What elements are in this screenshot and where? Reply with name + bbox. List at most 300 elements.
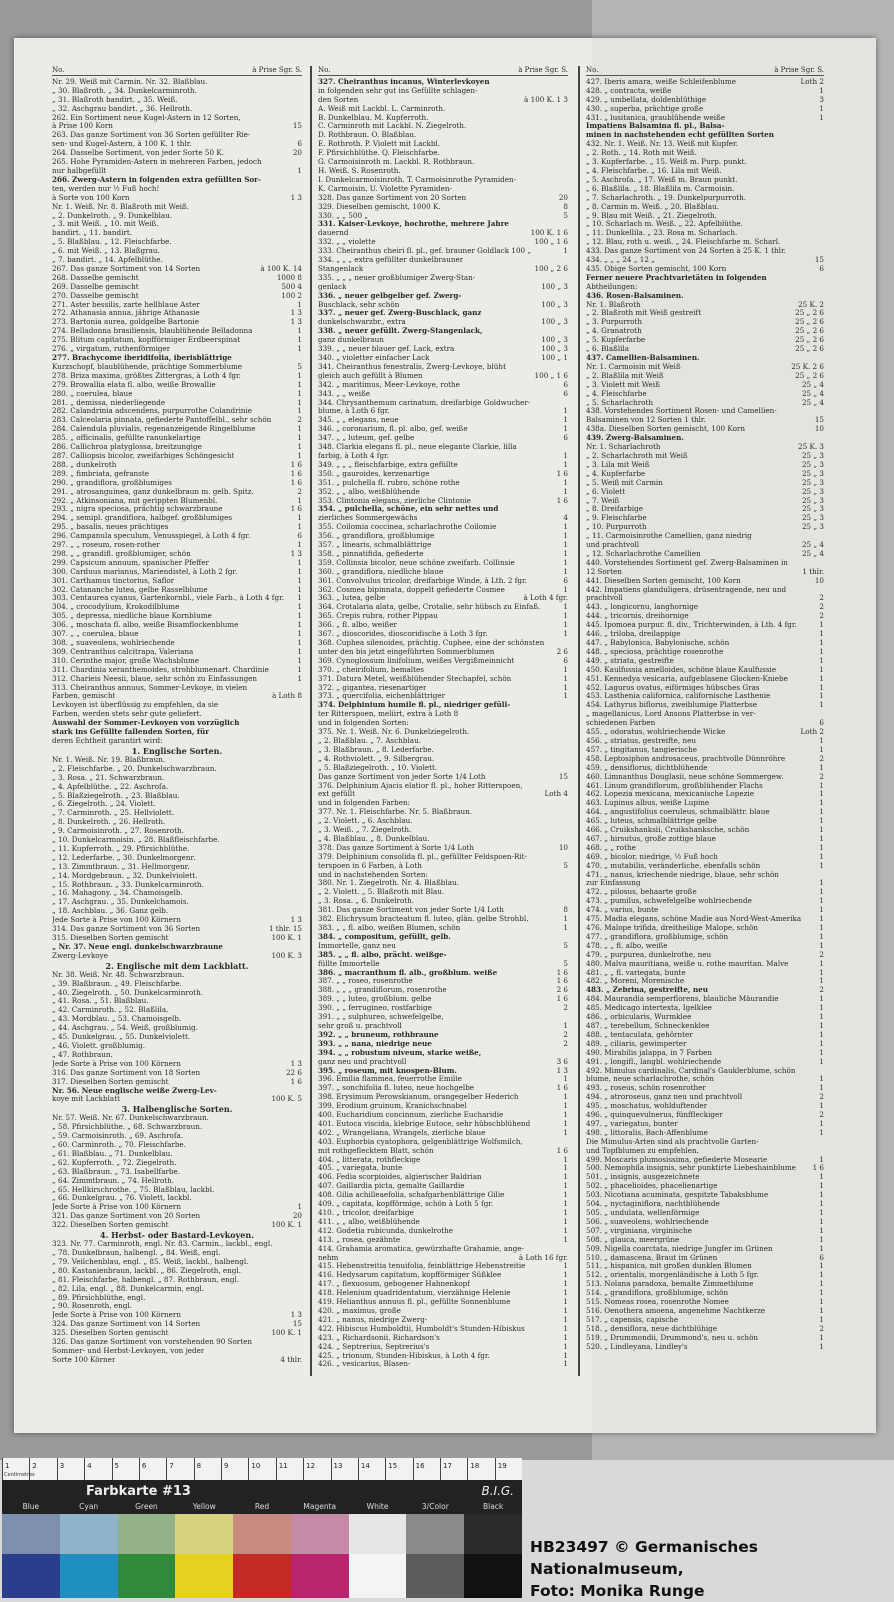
catalog-column-3 xyxy=(586,66,824,1376)
entry-text: 267. Das ganze Sortiment von 14 Sorten xyxy=(52,264,201,273)
entry-text: Kurzschopf, blaublühende, prächtige Sommerblume xyxy=(52,362,243,371)
entry-text: 298. „ „ grandifl. großblumiger, schön xyxy=(52,549,191,558)
entry-text: 325. Dieselben Sorten gemischt xyxy=(52,1329,169,1338)
entry-text: „ 9. Carmoisinroth. „ 27. Rosenroth. xyxy=(52,827,184,836)
entry-price: 25 „ 2 6 xyxy=(795,318,824,327)
ruler-tick: 10 xyxy=(248,1458,275,1480)
entry-text: 469. „ bicolor, niedrige, ½ Fuß hoch xyxy=(586,852,718,861)
catalog-entry xyxy=(586,425,824,434)
entry-price: 1 xyxy=(563,1360,568,1369)
catalog-entry xyxy=(52,666,302,675)
entry-text: „ 5. Blaßziegelroth. „ 10. Violett. xyxy=(318,763,438,772)
entry-text: ten, werden nur ½ Fuß hoch! xyxy=(52,184,160,193)
entry-text: 332. „ „ violette xyxy=(318,238,376,247)
catalog-entry xyxy=(52,934,302,943)
entry-price: 1 xyxy=(297,434,302,443)
entry-price: 2 xyxy=(819,603,824,612)
entry-price xyxy=(820,532,824,541)
ruler-tick: 8 xyxy=(194,1458,221,1480)
catalog-entry xyxy=(318,746,568,755)
entry-price xyxy=(564,1013,568,1022)
entry-price xyxy=(564,951,568,960)
catalog-entry xyxy=(52,1347,302,1356)
catalog-entry xyxy=(52,1150,302,1159)
entry-price: 1000 8 xyxy=(276,273,302,282)
entry-text: „ 2. Fleischfarbe. „ 20. Dunkelschwarzbraun. xyxy=(52,764,217,773)
catalog-entry xyxy=(586,158,824,167)
swatch-label: Magenta xyxy=(303,1502,337,1511)
catalog-entry xyxy=(318,1075,568,1084)
entry-text: nur halbgefüllt xyxy=(52,166,107,175)
catalog-entry xyxy=(318,550,568,559)
entry-text: 449. „ striata, gestreifte xyxy=(586,656,674,665)
entry-price: 100 „ 3 xyxy=(541,345,568,354)
catalog-entry xyxy=(52,1194,302,1203)
entry-price: 1 3 xyxy=(290,309,302,318)
entry-price xyxy=(564,105,568,114)
entry-price: 6 xyxy=(297,532,302,541)
entry-price: 1 xyxy=(563,460,568,469)
entry-text: 286. Callichroa platyglossa, breitzungige xyxy=(52,443,202,452)
entry-text: „ 59. Carmoisinroth. „ 69. Aschroſa. xyxy=(52,1132,184,1141)
catalog-entry xyxy=(52,416,302,425)
entry-price xyxy=(298,719,302,728)
entry-text: 474. „ varius, bunte xyxy=(586,906,659,915)
catalog-entry xyxy=(586,354,824,363)
entry-price: 1 xyxy=(297,389,302,398)
ruler-tick: 15 xyxy=(385,1458,412,1480)
entry-text: 304. „ crocodylium, Krokodilblume xyxy=(52,603,180,612)
catalog-entry xyxy=(52,399,302,408)
catalog-entry xyxy=(52,774,302,783)
catalog-entry xyxy=(586,327,824,336)
entry-price: 1 xyxy=(563,523,568,532)
catalog-entry xyxy=(318,719,568,728)
entry-price xyxy=(820,1138,824,1147)
entry-text: 335. „ „ „ neuer großblumiger Zwerg-Stan- xyxy=(318,273,476,282)
entry-price: 5 xyxy=(297,362,302,371)
catalog-entry xyxy=(318,621,568,630)
entry-price xyxy=(820,131,824,140)
catalog-entry xyxy=(586,1040,824,1049)
entry-text: 465. „ luteus, schmalblättrige gelbe xyxy=(586,817,717,826)
swatches-dark-row xyxy=(2,1554,522,1598)
catalog-entry xyxy=(318,1334,568,1343)
catalog-entry xyxy=(52,390,302,399)
catalog-entry xyxy=(52,407,302,416)
entry-price: 1 xyxy=(819,1342,824,1351)
entry-price xyxy=(298,989,302,998)
entry-price: 3 xyxy=(819,95,824,104)
catalog-entry xyxy=(586,1200,824,1209)
entry-price xyxy=(564,764,568,773)
entry-price xyxy=(564,728,568,737)
entry-price xyxy=(820,283,824,292)
catalog-entry xyxy=(52,1024,302,1033)
entry-text: 406. Fedia scorpioides, algierischer Baldrian xyxy=(318,1173,482,1182)
catalog-entry xyxy=(52,1186,302,1195)
entry-text: 374. Delphinium humile fl. pl., niedriger gefüll- xyxy=(318,701,511,710)
catalog-entry xyxy=(586,1307,824,1316)
entry-price: 6 xyxy=(819,719,824,728)
catalog-entry xyxy=(318,1049,568,1058)
catalog-entry xyxy=(52,692,302,701)
entry-text: 515. Nomeas rosea, rosenrothe Nomee xyxy=(586,1298,729,1307)
catalog-entry xyxy=(318,461,568,470)
entry-text: 429. „ umbellata, doldenblüthige xyxy=(586,95,707,104)
catalog-entry xyxy=(586,844,824,853)
entry-price: 1 xyxy=(819,924,824,932)
catalog-entry xyxy=(318,1236,568,1245)
entry-price: 2 xyxy=(819,1093,824,1102)
entry-text: 482. „ Moreni, Morenische xyxy=(586,977,685,986)
entry-text: 513. Nolana paradoxa, bemalte Zimmetblume xyxy=(586,1280,754,1289)
entry-text: 331. Kaiser-Levkoye, hochrothe, mehrere Jahre xyxy=(318,220,509,229)
entry-text: 372. „ gigantea, riesenartiger xyxy=(318,683,427,692)
catalog-entry xyxy=(52,345,302,354)
entry-price: 1 xyxy=(819,817,824,826)
entry-text: „ 13. Zimmtbraun. „ 31. Hellmorgenr. xyxy=(52,862,190,871)
entry-text: „ 6. Violett xyxy=(586,487,626,496)
catalog-entry xyxy=(586,220,824,229)
catalog-entry xyxy=(52,701,302,710)
entry-price xyxy=(298,96,302,105)
entry-price xyxy=(820,220,824,229)
entry-text: 509. Nigella coarctata, niedrige Jungfer im Grünen xyxy=(586,1244,773,1253)
entry-text: 426. „ vesicarius, Blasen- xyxy=(318,1360,411,1369)
entry-text: 322. Dieselben Sorten gemischt xyxy=(52,1221,169,1230)
catalog-entry xyxy=(586,675,824,684)
entry-price: 1 xyxy=(563,621,568,630)
catalog-entry xyxy=(52,728,302,737)
catalog-entry xyxy=(586,826,824,835)
entry-price: 25 „ 3 xyxy=(801,460,824,469)
catalog-entry xyxy=(318,853,568,862)
entry-price: 1 xyxy=(563,1209,568,1217)
entry-price: 25 „ 2 6 xyxy=(795,327,824,336)
entry-price: 1 xyxy=(563,1217,568,1226)
entry-text: 383. „ „ fl. albo, weißen Blumen, schön xyxy=(318,924,461,932)
catalog-entry xyxy=(52,1276,302,1285)
entry-price: 1 xyxy=(819,1021,824,1030)
entry-text: 448. „ speciosa, prächtige rosenrothe xyxy=(586,647,724,656)
catalog-entry xyxy=(586,122,824,131)
entry-text: 409. „ capitata, kopfförmige, schön à Loth 5 fgr. xyxy=(318,1200,494,1209)
entry-price xyxy=(564,701,568,710)
entry-text: 507. „ virginiana, virginische xyxy=(586,1226,692,1235)
catalog-entry xyxy=(586,888,824,897)
entry-price: 1 xyxy=(819,1306,824,1315)
catalog-entry xyxy=(52,980,302,989)
catalog-entry xyxy=(318,131,568,140)
entry-price xyxy=(298,176,302,185)
catalog-entry xyxy=(318,372,568,381)
entry-text: terspoen in 6 Farben, à Loth xyxy=(318,861,422,870)
entry-price xyxy=(298,247,302,256)
entry-text: 401. Eutoca viscida, klebrige Eutoce, sehr hübschblühend xyxy=(318,1119,531,1128)
entry-price: 1 xyxy=(819,1173,824,1182)
entry-price: 25 „ 3 xyxy=(801,514,824,523)
entry-text: 433. Das ganze Sortiment von 24 Sorten à 25 K. 1 thlr. xyxy=(586,247,786,256)
entry-price xyxy=(298,889,302,898)
entry-price: 15 xyxy=(814,256,824,265)
catalog-entry xyxy=(52,354,302,363)
entry-text: 291. „ atrosanguinea, ganz dunkelbraun m. gelb. Spitz. xyxy=(52,487,254,496)
entry-text: 373. „ quercifolia, eichenblättriger xyxy=(318,692,446,701)
section-heading xyxy=(52,961,302,971)
catalog-entry xyxy=(586,933,824,942)
entry-price: 1 xyxy=(819,1280,824,1289)
entry-text: 348. Clarkia elegans fl. pl., neue elegante Clarkie, lilla xyxy=(318,443,517,452)
entry-price: 1 xyxy=(563,612,568,621)
entry-price xyxy=(820,1147,824,1156)
catalog-entry xyxy=(586,1120,824,1129)
catalog-entry xyxy=(52,194,302,203)
entry-text: 499. Moscaris plumosissima, gefiederte Mosearie xyxy=(586,1155,768,1164)
entry-text: 435. Obige Sorten gemischt, 100 Korn xyxy=(586,264,727,273)
entry-text: „ 39. Blaßbraun. „ 49. Fleischfarbe. xyxy=(52,979,182,988)
catalog-entry xyxy=(586,185,824,194)
catalog-entry xyxy=(586,479,824,488)
entry-text: 417. „ flexuosum, gebogener Hahnenkopf xyxy=(318,1280,470,1289)
entry-text: 382. Elichrysum bracteatum fl. luteo, glän. gelbe Strohbl. xyxy=(318,915,529,924)
entry-text: „ 12. Scharlachrothe Camellien xyxy=(586,549,701,558)
entry-price xyxy=(564,176,568,185)
entry-text: 294. „ semipl. grandiflora, halbgef. großblumiges xyxy=(52,514,233,523)
entry-price: 1 xyxy=(819,736,824,745)
catalog-entry xyxy=(52,452,302,461)
entry-text: 391. „ „ sulphureo, schwefelgelbe, xyxy=(318,1013,444,1022)
entry-text: 288. „ dunkelroth xyxy=(52,460,117,469)
catalog-entry xyxy=(52,1168,302,1177)
entry-price: Loth 4 xyxy=(544,790,568,799)
catalog-entry xyxy=(586,1067,824,1076)
entry-price: 1 xyxy=(819,888,824,897)
catalog-entry xyxy=(586,1156,824,1165)
entry-price: 1 xyxy=(563,915,568,924)
entry-text: 471. „ nanus, kriechende niedrige, blaue, sehr schön xyxy=(586,870,779,879)
catalog-entry xyxy=(52,1159,302,1168)
entry-price: 5 xyxy=(563,211,568,220)
column-divider xyxy=(578,66,580,1376)
catalog-entry xyxy=(318,1058,568,1067)
entry-text: 306. „ moschata fl. albo, weiße Bisamflockenblume xyxy=(52,621,239,630)
catalog-entry xyxy=(52,719,302,728)
entry-text: Sorte 100 Körner xyxy=(52,1355,116,1364)
entry-text: 494. „ atroroseus, ganz neu und prachtvoll xyxy=(586,1093,743,1102)
entry-text: 470. „ mutabilis, veränderliche, ebenfalls schön xyxy=(586,861,761,870)
entry-text: „ 6. mit Weiß. „ 13. Blaßgrau. xyxy=(52,247,160,256)
catalog-entry xyxy=(318,345,568,354)
catalog-entry xyxy=(52,863,302,872)
column-header xyxy=(318,66,568,76)
catalog-entry xyxy=(52,470,302,479)
entry-price: 1 xyxy=(297,612,302,621)
ruler-tick: 11 xyxy=(276,1458,303,1480)
entry-price xyxy=(298,774,302,783)
entry-price xyxy=(298,1267,302,1276)
entry-text: 492. Mimulus cardinalis, Cardinal's Gauklerblume, schön xyxy=(586,1066,796,1075)
catalog-entry xyxy=(318,737,568,746)
entry-text: „ 11. Kupferroth. „ 29. Pfirsichblüthe. xyxy=(52,844,190,853)
entry-text: ganz dunkelbraun xyxy=(318,336,384,345)
entry-price xyxy=(298,1123,302,1132)
catalog-entry xyxy=(318,648,568,657)
entry-text: 453. Lasthenia californica, californische Lasthenie xyxy=(586,692,771,701)
entry-price: 100 „ 2 6 xyxy=(534,264,568,273)
catalog-entry xyxy=(318,479,568,488)
entry-price: 1 xyxy=(819,1217,824,1226)
color-swatch xyxy=(406,1554,464,1598)
catalog-entry xyxy=(586,764,824,773)
entry-text: Auswahl der Sommer-Levkoyen von vorzüglich xyxy=(52,719,240,728)
entry-price xyxy=(564,220,568,229)
entry-price xyxy=(298,1177,302,1186)
catalog-entry xyxy=(586,639,824,648)
catalog-entry xyxy=(318,782,568,791)
catalog-entry xyxy=(52,1338,302,1347)
catalog-entry xyxy=(52,952,302,961)
entry-text: 361. Convolvulus tricolor, dreifarbige Winde, à Lth. 2 fgr. xyxy=(318,576,527,585)
catalog-entry xyxy=(586,434,824,443)
entry-price xyxy=(298,845,302,854)
catalog-entry xyxy=(318,1084,568,1093)
entry-price: 1 thlr. 15 xyxy=(268,925,302,934)
entry-text: 476. Malope trifida, dreitheilige Malope, schön xyxy=(586,924,758,932)
entry-text: stark ins Gefüllte fallenden Sorten, für xyxy=(52,728,210,737)
entry-text: 342. „ maritimus, Meer-Levkoye, rothe xyxy=(318,380,460,389)
entry-text: D. Rothbraun. O. Blaßblau. xyxy=(318,131,417,140)
entry-price: 1 xyxy=(563,674,568,683)
entry-text: 338. „ neuer gefüllt. Zwerg-Stangenlack, xyxy=(318,327,483,336)
catalog-entry xyxy=(586,960,824,969)
entry-price: 1 xyxy=(563,451,568,460)
entry-text: mit rothgeflecktem Blatt, schön xyxy=(318,1146,434,1155)
entry-price xyxy=(820,1067,824,1076)
catalog-entry xyxy=(318,167,568,176)
catalog-entry xyxy=(586,1289,824,1298)
color-swatch xyxy=(175,1514,233,1554)
catalog-entry xyxy=(318,238,568,247)
catalog-entry xyxy=(586,488,824,497)
catalog-entry xyxy=(52,675,302,684)
entry-text: „ 32. Aschgrau bandirt. „ 36. Hellroth. xyxy=(52,104,193,113)
entry-text: Die Mimulus-Arten sind als prachtvolle Garten- xyxy=(586,1137,759,1146)
entry-text: Sommer- und Herbst-Levkoyen, von jeder xyxy=(52,1346,205,1355)
entry-price xyxy=(298,1168,302,1177)
entry-text: 276. „ virgatum, ruthenförmiger xyxy=(52,345,171,354)
entry-text: 421. „ nanus, niedrige Zwerg- xyxy=(318,1315,428,1324)
entry-text: 289. „ fimbriata, gefranste xyxy=(52,469,149,478)
catalog-entry xyxy=(586,808,824,817)
catalog-entry xyxy=(52,827,302,836)
catalog-entry xyxy=(52,1069,302,1078)
catalog-entry xyxy=(586,212,824,221)
catalog-entry xyxy=(586,1129,824,1138)
entry-price: 1 xyxy=(563,683,568,692)
catalog-entry xyxy=(52,881,302,890)
entry-text: „ 7. Weiß xyxy=(586,496,620,505)
catalog-entry xyxy=(586,452,824,461)
entry-text: 487. „ terebellum, Schneckenklee xyxy=(586,1021,710,1030)
entry-price xyxy=(564,808,568,817)
entry-price: 15 xyxy=(292,122,302,131)
ruler-tick: 2 xyxy=(29,1458,56,1480)
catalog-entry xyxy=(52,1212,302,1221)
entry-text: B. Dunkelblau. M. Kupferroth. xyxy=(318,113,429,122)
entry-price xyxy=(298,1006,302,1015)
entry-price: 1 xyxy=(563,1315,568,1324)
catalog-entry xyxy=(52,765,302,774)
catalog-entry xyxy=(52,256,302,265)
catalog-entry xyxy=(318,488,568,497)
catalog-entry xyxy=(586,399,824,408)
catalog-entry xyxy=(52,96,302,105)
catalog-entry xyxy=(318,960,568,969)
swatch-labels xyxy=(2,1502,522,1511)
entry-price: 1 xyxy=(819,1119,824,1128)
entry-text: schiedenen Farben xyxy=(586,719,656,728)
entry-text: 428. „ contracta, weiße xyxy=(586,86,672,95)
entry-price: 25 „ 3 xyxy=(801,496,824,505)
catalog-entry xyxy=(586,505,824,514)
entry-price: 1 xyxy=(819,1075,824,1084)
entry-text: „ 10. Dunkelcarmoisin. „ 28. Blaßfleischfarbe. xyxy=(52,836,220,845)
entry-text: G. Carmoisinroth m. Lackbl. R. Rothbraun. xyxy=(318,158,475,167)
entry-price: 1 xyxy=(563,558,568,567)
entry-text: zur Einfassung xyxy=(586,879,641,888)
entry-price: 1 xyxy=(819,665,824,674)
catalog-entry xyxy=(318,826,568,835)
entry-price: 100 K. 1 6 xyxy=(530,229,568,238)
catalog-entry xyxy=(586,612,824,621)
catalog-entry xyxy=(318,523,568,532)
entry-text: 282. Calandrinia adscendens, purpurrothe Colandrinie xyxy=(52,407,253,416)
catalog-entry xyxy=(318,1254,568,1263)
catalog-entry xyxy=(52,185,302,194)
entry-price xyxy=(298,1302,302,1311)
entry-text: 447. „ Babylonica, Babylonische, schön xyxy=(586,639,730,647)
entry-text: dunkelschwarzbr., extra xyxy=(318,318,406,327)
catalog-entry xyxy=(52,1249,302,1258)
entry-price: 1 xyxy=(819,799,824,808)
entry-price: 1 xyxy=(297,523,302,532)
catalog-entry xyxy=(318,862,568,871)
catalog-entry xyxy=(318,639,568,648)
catalog-entry xyxy=(318,879,568,888)
entry-text: 451. Kennedya vesicaria, aufgeblasene Glocken-Kniebe xyxy=(586,674,788,683)
entry-text: 414. Grahamia aromatica, gewürzhafte Grahamie, ange- xyxy=(318,1244,524,1253)
header-price: à Prise Sgr. S. xyxy=(518,66,568,74)
entry-text: 497. „ variegatus, bunter xyxy=(586,1119,678,1128)
entry-price: 1 xyxy=(563,665,568,674)
entry-text: „ Nr. 37. Neue engl. dunkelschwarzbraune xyxy=(52,942,223,951)
catalog-entry xyxy=(318,657,568,666)
entry-price xyxy=(298,863,302,872)
entry-price xyxy=(298,854,302,863)
entry-text: 388. „ „ „ grandiflorum, rosenrothe xyxy=(318,986,447,995)
entry-text: 329. Dieselben gemischt, 1000 K. xyxy=(318,202,441,211)
entry-text: 266. Zwerg-Astern in folgenden extra gefüllten Sor- xyxy=(52,175,261,184)
catalog-entry xyxy=(52,925,302,934)
catalog-entry xyxy=(586,1013,824,1022)
entry-price: 1 xyxy=(819,1128,824,1137)
entry-price: 100 „ 3 xyxy=(541,318,568,327)
entry-price: 1 xyxy=(819,1298,824,1307)
catalog-entry xyxy=(52,657,302,666)
catalog-entry xyxy=(52,1114,302,1123)
entry-text: 407. Gaillardia picta, gemalte Gaillardie xyxy=(318,1182,465,1191)
